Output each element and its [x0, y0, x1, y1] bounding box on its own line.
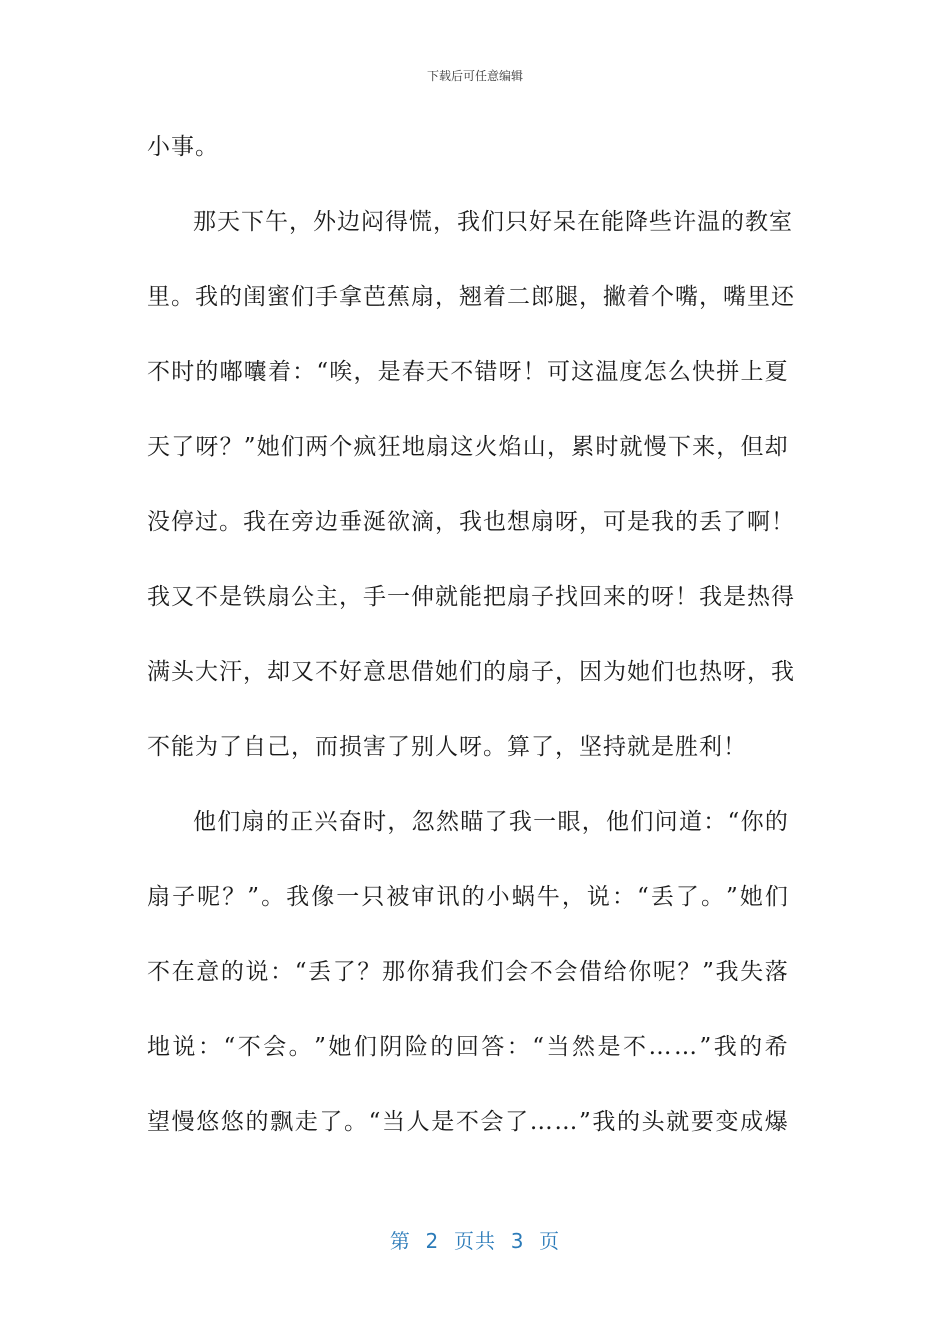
text-line: 不能为了自己，而损害了别人呀。算了，坚持就是胜利！ — [147, 734, 747, 760]
text-line: 不 时 的 嘟 囔 着 ： “ 唉 ， 是 春 天 不 错 呀 ！ 可 这 温 度 怎 么 快 拼 上 夏 — [147, 359, 789, 385]
text-line: 不 在 意 的 说 ： “ 丢 了 ？ 那 你 猜 我 们 会 不 会 借 给 你 呢 ？ ” 我 失 落 — [147, 959, 789, 985]
text-line: 地 说 ： “ 不 会 。 ” 她 们 阴 险 的 回 答 ： “ 当 然 是 不 … … ” 我 的 希 — [147, 1034, 789, 1060]
text-line: 那 天 下 午 ， 外 边 闷 得 慌 ， 我 们 只 好 呆 在 能 降 些 许 温 的 教 室 — [193, 209, 793, 235]
text-line: 他 们 扇 的 正 兴 奋 时 ， 忽 然 瞄 了 我 一 眼 ， 他 们 问 道 ： “ 你 的 — [193, 809, 789, 835]
document-body — [147, 124, 795, 1174]
text-line: 小事。 — [147, 134, 219, 160]
text-line: 望 慢 悠 悠 的 飘 走 了 。 “ 当 人 是 不 会 了 … … ” 我 的 头 就 要 变 成 爆 — [147, 1109, 789, 1135]
text-line: 天 了 呀 ？ ” 她 们 两 个 疯 狂 地 扇 这 火 焰 山 ， 累 时 就 慢 下 来 ， 但 却 — [147, 434, 789, 460]
text-line: 我 又 不 是 铁 扇 公 主 ， 手 一 伸 就 能 把 扇 子 找 回 来 的 呀 ！ 我 是 热 得 — [147, 584, 795, 610]
page-footer — [0, 1225, 950, 1254]
text-line: 满 头 大 汗 ， 却 又 不 好 意 思 借 她 们 的 扇 子 ， 因 为 她 们 也 热 呀 ， 我 — [147, 659, 795, 685]
text-line: 里 。 我 的 闺 蜜 们 手 拿 芭 蕉 扇 ， 翘 着 二 郎 腿 ， 撇 着 个 嘴 ， 嘴 里 还 — [147, 284, 795, 310]
header-note: 下载后可任意编辑 — [426, 69, 523, 83]
page-number-label: 第 2 页共 3 页 — [389, 1229, 561, 1253]
text-line: 没 停 过 。 我 在 旁 边 垂 涎 欲 滴 ， 我 也 想 扇 呀 ， 可 是 我 的 丢 了 啊 ！ — [147, 509, 795, 535]
text-line: 扇 子 呢 ？ ” 。 我 像 一 只 被 审 讯 的 小 蜗 牛 ， 说 ： “ 丢 了 。 ” 她 们 — [147, 884, 789, 910]
